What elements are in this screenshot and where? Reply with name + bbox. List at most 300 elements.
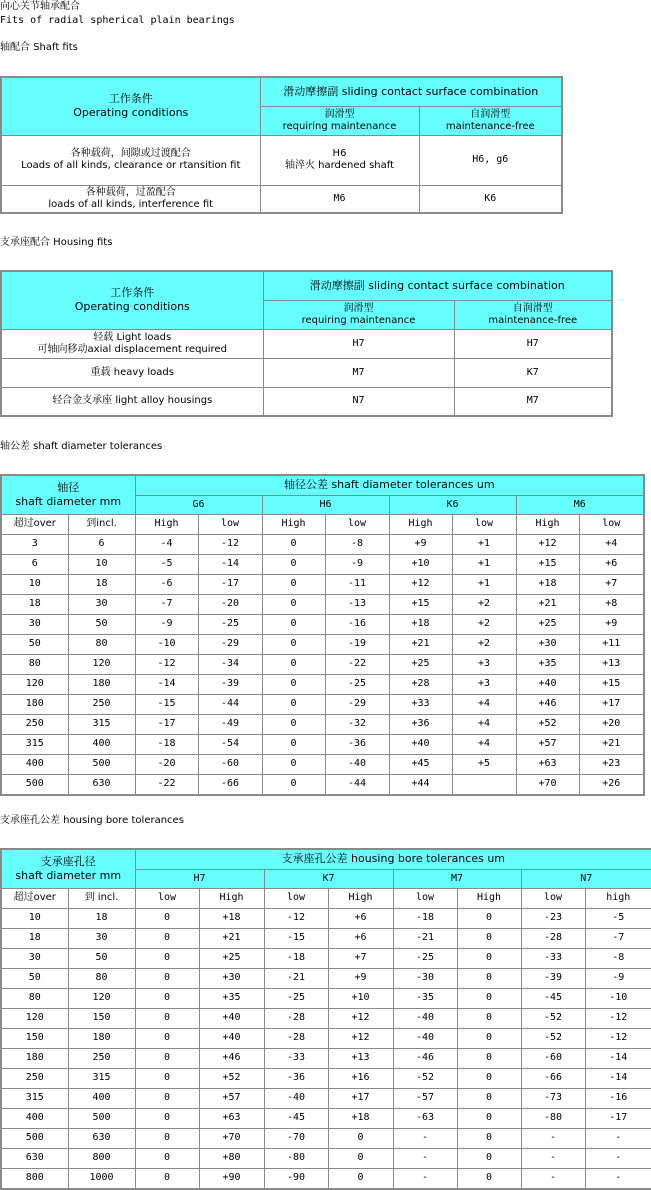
incl-cell: 6 (68, 534, 135, 554)
sub-header: high (585, 888, 651, 908)
tolerance-cell: -23 (521, 908, 585, 928)
tolerance-cell: +80 (199, 1148, 264, 1168)
tolerance-cell: +40 (199, 1028, 264, 1048)
grade-header: K6 (389, 495, 516, 514)
housing-fits-caption: 支承座配合 Housing fits (0, 237, 113, 248)
table-row (1, 1128, 651, 1148)
tolerance-cell: +12 (516, 534, 579, 554)
incl-cell: 500 (68, 1108, 135, 1128)
incl-cell: 120 (68, 654, 135, 674)
table-row (1, 135, 562, 185)
sub-header: High (328, 888, 393, 908)
over-cell: 315 (1, 1088, 68, 1108)
tolerance-cell: -18 (264, 948, 328, 968)
self-cell: H6, g6 (419, 135, 562, 185)
tolerance-cell: -52 (521, 1008, 585, 1028)
tolerance-cell: -54 (198, 734, 262, 754)
tolerance-cell: 0 (135, 928, 199, 948)
tolerance-cell: +28 (389, 674, 452, 694)
shaft-fits-caption: 轴配合 Shaft fits (0, 42, 78, 53)
tolerance-cell: -60 (521, 1048, 585, 1068)
tolerance-cell: +40 (516, 674, 579, 694)
incl-header: 到incl. (68, 514, 135, 534)
lub-cell: H6 轴淬火 hardened shaft (260, 135, 419, 185)
combo-header: 滑动摩擦副 sliding contact surface combination (263, 271, 612, 300)
tolerance-cell: +52 (199, 1068, 264, 1088)
tolerance-cell: -25 (393, 948, 457, 968)
tolerance-cell: +12 (328, 1008, 393, 1028)
tolerance-cell: -73 (521, 1088, 585, 1108)
group-header: 支承座孔公差 housing bore tolerances um (135, 849, 651, 869)
tolerance-cell: +44 (389, 774, 452, 795)
tolerance-cell: 0 (135, 1148, 199, 1168)
tolerance-cell: -70 (264, 1128, 328, 1148)
tolerance-cell: +8 (579, 594, 644, 614)
tolerance-cell: 0 (262, 614, 325, 634)
tolerance-cell: 0 (457, 988, 521, 1008)
grade-header: H7 (135, 869, 264, 888)
diameter-header: 轴径 shaft diameter mm (1, 475, 135, 514)
tolerance-cell: +30 (199, 968, 264, 988)
tolerance-cell: +35 (199, 988, 264, 1008)
tolerance-cell: -17 (585, 1108, 651, 1128)
tolerance-cell: +13 (328, 1048, 393, 1068)
table-row (1, 754, 644, 774)
tolerance-cell: -39 (521, 968, 585, 988)
self-header: 自润滑型 maintenance-free (419, 106, 562, 135)
tolerance-cell: +63 (199, 1108, 264, 1128)
tolerance-cell: - (585, 1168, 651, 1189)
tolerance-cell: -12 (264, 908, 328, 928)
tolerance-cell: -32 (325, 714, 389, 734)
table-row (1, 1088, 651, 1108)
housing-tol-rows (1, 908, 651, 1189)
over-cell: 10 (1, 908, 68, 928)
sub-header: High (389, 514, 452, 534)
tolerance-cell: 0 (262, 554, 325, 574)
tolerance-cell: 0 (457, 1108, 521, 1128)
tolerance-cell: +45 (389, 754, 452, 774)
tolerance-cell: +20 (579, 714, 644, 734)
tolerance-cell: -5 (135, 554, 198, 574)
table-row (1, 185, 562, 213)
tolerance-cell: +15 (579, 674, 644, 694)
table-row (1, 358, 612, 387)
self-cell: H7 (454, 329, 612, 358)
housing-tol-caption: 支承座孔公差 housing bore tolerances (0, 815, 184, 826)
tolerance-cell: -22 (325, 654, 389, 674)
tolerance-cell: +1 (452, 554, 516, 574)
self-cell: K7 (454, 358, 612, 387)
tolerance-cell: - (393, 1148, 457, 1168)
tolerance-cell: +11 (579, 634, 644, 654)
tolerance-cell: 0 (135, 1088, 199, 1108)
tolerance-cell: 0 (457, 1028, 521, 1048)
incl-cell: 150 (68, 1008, 135, 1028)
housing-fits-table (0, 270, 613, 417)
tolerance-cell: 0 (262, 774, 325, 795)
sub-header: High (457, 888, 521, 908)
page-title-en: Fits of radial spherical plain bearings (0, 15, 235, 26)
tolerance-cell: 0 (135, 988, 199, 1008)
tolerance-cell: +4 (452, 714, 516, 734)
tolerance-cell: -21 (264, 968, 328, 988)
tolerance-cell: -9 (585, 968, 651, 988)
tolerance-cell: -22 (135, 774, 198, 795)
combo-header: 滑动摩擦副 sliding contact surface combination (260, 77, 562, 106)
tolerance-cell: 0 (135, 908, 199, 928)
sub-header: low (579, 514, 644, 534)
over-cell: 400 (1, 1108, 68, 1128)
self-cell: M7 (454, 387, 612, 416)
tolerance-cell: -34 (198, 654, 262, 674)
tolerance-cell: +90 (199, 1168, 264, 1189)
table-row (1, 1008, 651, 1028)
incl-cell: 400 (68, 1088, 135, 1108)
tolerance-cell: +18 (516, 574, 579, 594)
incl-cell: 80 (68, 634, 135, 654)
over-header: 超过over (1, 888, 68, 908)
tolerance-cell: +4 (579, 534, 644, 554)
over-cell: 180 (1, 1048, 68, 1068)
tolerance-cell: -14 (135, 674, 198, 694)
incl-header: 到 incl. (68, 888, 135, 908)
tolerance-cell: -10 (585, 988, 651, 1008)
tolerance-cell: +16 (328, 1068, 393, 1088)
cond-header: 工作条件 Operating conditions (1, 77, 260, 135)
tolerance-cell: +4 (452, 694, 516, 714)
tolerance-cell: 0 (457, 1168, 521, 1189)
table-row (1, 554, 644, 574)
shaft-fits-table (0, 76, 563, 214)
tolerance-cell: 0 (457, 1068, 521, 1088)
tolerance-cell (452, 774, 516, 795)
table-row (1, 928, 651, 948)
tolerance-cell: 0 (135, 1028, 199, 1048)
tolerance-cell: +12 (328, 1028, 393, 1048)
tolerance-cell: +1 (452, 574, 516, 594)
tolerance-cell: - (585, 1128, 651, 1148)
tolerance-cell: -90 (264, 1168, 328, 1189)
tolerance-cell: +21 (516, 594, 579, 614)
tolerance-cell: +25 (389, 654, 452, 674)
incl-cell: 800 (68, 1148, 135, 1168)
tolerance-cell: +6 (328, 908, 393, 928)
tolerance-cell: -35 (393, 988, 457, 1008)
tolerance-cell: -4 (135, 534, 198, 554)
tolerance-cell: +30 (516, 634, 579, 654)
tolerance-cell: -29 (198, 634, 262, 654)
tolerance-cell: -15 (135, 694, 198, 714)
tolerance-cell: 0 (457, 1088, 521, 1108)
tolerance-cell: - (393, 1128, 457, 1148)
sub-header: High (516, 514, 579, 534)
tolerance-cell: 0 (262, 754, 325, 774)
tolerance-cell: +17 (328, 1088, 393, 1108)
grade-header: H6 (262, 495, 389, 514)
tolerance-cell: -52 (393, 1068, 457, 1088)
tolerance-cell: 0 (328, 1168, 393, 1189)
tolerance-cell: -40 (325, 754, 389, 774)
tolerance-cell: +18 (328, 1108, 393, 1128)
tolerance-cell: -12 (585, 1028, 651, 1048)
cond-cell: 重载 heavy loads (1, 358, 263, 387)
lub-cell: M6 (260, 185, 419, 213)
tolerance-cell: +21 (199, 928, 264, 948)
tolerance-cell: -28 (264, 1008, 328, 1028)
tolerance-cell: +10 (389, 554, 452, 574)
tolerance-cell: -12 (585, 1008, 651, 1028)
table-row (1, 1148, 651, 1168)
tolerance-cell: -19 (325, 634, 389, 654)
over-cell: 30 (1, 614, 68, 634)
over-cell: 30 (1, 948, 68, 968)
cond-cell: 轻载 Light loads 可轴向移动axial displacement required (1, 329, 263, 358)
sub-header: High (135, 514, 198, 534)
tolerance-cell: +21 (389, 634, 452, 654)
tolerance-cell: -14 (585, 1068, 651, 1088)
tolerance-cell: +40 (199, 1008, 264, 1028)
tolerance-cell: -36 (264, 1068, 328, 1088)
over-cell: 500 (1, 774, 68, 795)
tolerance-cell: 0 (457, 1008, 521, 1028)
incl-cell: 250 (68, 694, 135, 714)
tolerance-cell: -44 (325, 774, 389, 795)
table-row (1, 774, 644, 795)
tolerance-cell: +57 (516, 734, 579, 754)
tolerance-cell: -8 (585, 948, 651, 968)
shaft-tol-caption: 轴公差 shaft diameter tolerances (0, 441, 163, 452)
lub-header: 润滑型 requiring maintenance (263, 300, 454, 329)
diameter-header: 支承座孔径 shaft diameter mm (1, 849, 135, 888)
tolerance-cell: +63 (516, 754, 579, 774)
tolerance-cell: -20 (135, 754, 198, 774)
tolerance-cell: 0 (262, 674, 325, 694)
tolerance-cell: +36 (389, 714, 452, 734)
cond-cell: 各种载荷，间隙或过渡配合 Loads of all kinds, clearance or rtansition fit (1, 135, 260, 185)
tolerance-cell: - (521, 1168, 585, 1189)
tolerance-cell: -25 (198, 614, 262, 634)
sub-header: low (264, 888, 328, 908)
tolerance-cell: +7 (579, 574, 644, 594)
shaft-tol-rows (1, 534, 644, 795)
over-cell: 18 (1, 928, 68, 948)
tolerance-cell: -80 (521, 1108, 585, 1128)
tolerance-cell: -11 (325, 574, 389, 594)
tolerance-cell: -14 (198, 554, 262, 574)
tolerance-cell: -5 (585, 908, 651, 928)
tolerance-cell: +9 (579, 614, 644, 634)
tolerance-cell: 0 (135, 1128, 199, 1148)
tolerance-cell: -44 (198, 694, 262, 714)
tolerance-cell: -7 (585, 928, 651, 948)
tolerance-cell: +18 (389, 614, 452, 634)
table-row (1, 694, 644, 714)
housing-tol-table (0, 848, 651, 1190)
incl-cell: 315 (68, 714, 135, 734)
tolerance-cell: -49 (198, 714, 262, 734)
tolerance-cell: +13 (579, 654, 644, 674)
tolerance-cell: +52 (516, 714, 579, 734)
sub-header: low (198, 514, 262, 534)
tolerance-cell: -12 (135, 654, 198, 674)
over-cell: 500 (1, 1128, 68, 1148)
tolerance-cell: +6 (579, 554, 644, 574)
incl-cell: 80 (68, 968, 135, 988)
tolerance-cell: +33 (389, 694, 452, 714)
table-row (1, 1068, 651, 1088)
tolerance-cell: -17 (135, 714, 198, 734)
table-row (1, 948, 651, 968)
table-row (1, 614, 644, 634)
over-cell: 120 (1, 1008, 68, 1028)
incl-cell: 180 (68, 1028, 135, 1048)
tolerance-cell: - (521, 1148, 585, 1168)
over-cell: 18 (1, 594, 68, 614)
tolerance-cell: 0 (262, 714, 325, 734)
tolerance-cell: -39 (198, 674, 262, 694)
sub-header: low (452, 514, 516, 534)
incl-cell: 18 (68, 908, 135, 928)
tolerance-cell: +3 (452, 674, 516, 694)
tolerance-cell: 0 (135, 1168, 199, 1189)
tolerance-cell: -18 (393, 908, 457, 928)
tolerance-cell: +4 (452, 734, 516, 754)
incl-cell: 30 (68, 928, 135, 948)
grade-header: M6 (516, 495, 644, 514)
tolerance-cell: 0 (457, 1128, 521, 1148)
tolerance-cell: - (585, 1148, 651, 1168)
tolerance-cell: -52 (521, 1028, 585, 1048)
tolerance-cell: -29 (325, 694, 389, 714)
tolerance-cell: 0 (328, 1128, 393, 1148)
sub-header: low (521, 888, 585, 908)
sub-header: low (325, 514, 389, 534)
table-row (1, 329, 612, 358)
grade-header: M7 (393, 869, 521, 888)
table-row (1, 634, 644, 654)
tolerance-cell: 0 (457, 948, 521, 968)
tolerance-cell: +3 (452, 654, 516, 674)
tolerance-cell: -8 (325, 534, 389, 554)
tolerance-cell: +7 (328, 948, 393, 968)
tolerance-cell: 0 (135, 1008, 199, 1028)
grade-header: K7 (264, 869, 393, 888)
tolerance-cell: -40 (393, 1028, 457, 1048)
over-cell: 400 (1, 754, 68, 774)
incl-cell: 250 (68, 1048, 135, 1068)
table-row (1, 988, 651, 1008)
tolerance-cell: +17 (579, 694, 644, 714)
over-cell: 10 (1, 574, 68, 594)
incl-cell: 500 (68, 754, 135, 774)
cond-header: 工作条件 Operating conditions (1, 271, 263, 329)
sub-header: low (393, 888, 457, 908)
over-cell: 120 (1, 674, 68, 694)
tolerance-cell: -33 (521, 948, 585, 968)
tolerance-cell: +2 (452, 634, 516, 654)
tolerance-cell: -9 (135, 614, 198, 634)
cond-cell: 各种载荷，过盈配合 loads of all kinds, interference fit (1, 185, 260, 213)
tolerance-cell: 0 (262, 734, 325, 754)
tolerance-cell: +1 (452, 534, 516, 554)
incl-cell: 630 (68, 1128, 135, 1148)
tolerance-cell: -13 (325, 594, 389, 614)
tolerance-cell: +21 (579, 734, 644, 754)
tolerance-cell: 0 (262, 634, 325, 654)
tolerance-cell: -40 (393, 1008, 457, 1028)
sub-header: low (135, 888, 199, 908)
tolerance-cell: +2 (452, 594, 516, 614)
incl-cell: 1000 (68, 1168, 135, 1189)
tolerance-cell: -36 (325, 734, 389, 754)
over-cell: 6 (1, 554, 68, 574)
self-cell: K6 (419, 185, 562, 213)
table-row (1, 534, 644, 554)
over-cell: 50 (1, 968, 68, 988)
tolerance-cell: -66 (198, 774, 262, 795)
tolerance-cell: +46 (199, 1048, 264, 1068)
incl-cell: 18 (68, 574, 135, 594)
tolerance-cell: -25 (325, 674, 389, 694)
tolerance-cell: -45 (264, 1108, 328, 1128)
tolerance-cell: -15 (264, 928, 328, 948)
table-row (1, 654, 644, 674)
over-cell: 250 (1, 714, 68, 734)
tolerance-cell: +57 (199, 1088, 264, 1108)
tolerance-cell: -9 (325, 554, 389, 574)
incl-cell: 630 (68, 774, 135, 795)
table-row (1, 594, 644, 614)
lub-cell: H7 (263, 329, 454, 358)
tolerance-cell: -17 (198, 574, 262, 594)
over-cell: 180 (1, 694, 68, 714)
tolerance-cell: 0 (135, 1068, 199, 1088)
tolerance-cell: +25 (516, 614, 579, 634)
tolerance-cell: -28 (521, 928, 585, 948)
over-cell: 3 (1, 534, 68, 554)
tolerance-cell: +15 (389, 594, 452, 614)
tolerance-cell: -63 (393, 1108, 457, 1128)
tolerance-cell: 0 (135, 968, 199, 988)
tolerance-cell: +10 (328, 988, 393, 1008)
incl-cell: 10 (68, 554, 135, 574)
tolerance-cell: -33 (264, 1048, 328, 1068)
tolerance-cell: -7 (135, 594, 198, 614)
self-header: 自润滑型 maintenance-free (454, 300, 612, 329)
lub-cell: M7 (263, 358, 454, 387)
tolerance-cell: 0 (135, 948, 199, 968)
lub-cell: N7 (263, 387, 454, 416)
tolerance-cell: 0 (262, 534, 325, 554)
tolerance-cell: -20 (198, 594, 262, 614)
shaft-tol-table (0, 474, 645, 796)
over-cell: 80 (1, 654, 68, 674)
tolerance-cell: 0 (457, 908, 521, 928)
table-row (1, 714, 644, 734)
tolerance-cell: +25 (199, 948, 264, 968)
tolerance-cell: -14 (585, 1048, 651, 1068)
tolerance-cell: -12 (198, 534, 262, 554)
tolerance-cell: 0 (262, 694, 325, 714)
page-title-zh: 向心关节轴承配合 (0, 1, 80, 12)
table-row (1, 1168, 651, 1189)
tolerance-cell: +40 (389, 734, 452, 754)
over-cell: 50 (1, 634, 68, 654)
sub-header: High (262, 514, 325, 534)
tolerance-cell: 0 (262, 654, 325, 674)
table-row (1, 1048, 651, 1068)
